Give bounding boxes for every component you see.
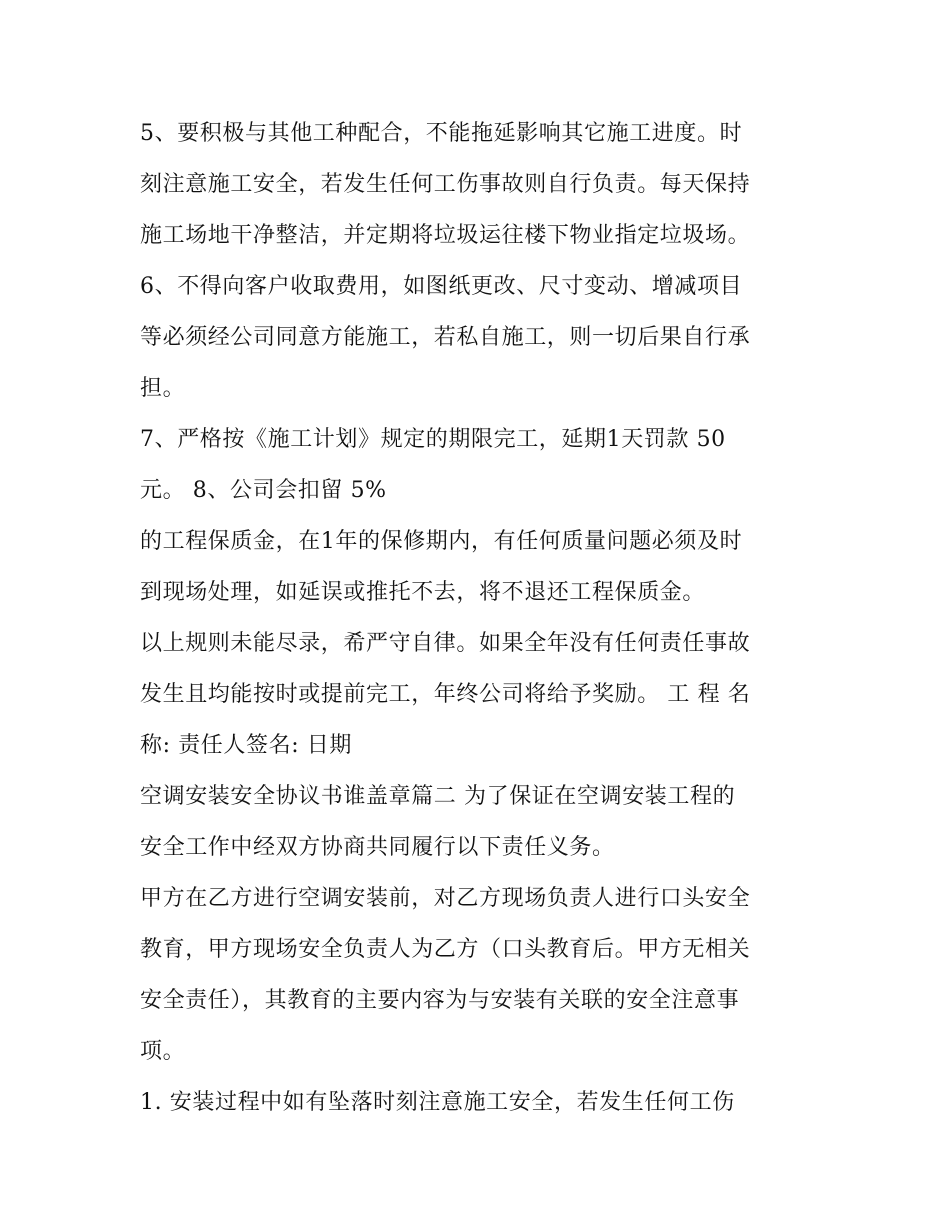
text-line: 元。 8、公司会扣留 5% xyxy=(140,478,387,503)
text-line: 6、不得向客户收取费用，如图纸更改、尺寸变动、增减项目 xyxy=(140,274,743,299)
text-line: 称: 责任人签名: 日期 xyxy=(140,733,353,758)
text-line: 担。 xyxy=(140,376,186,401)
text-line: 教育，甲方现场安全负责人为乙方（口头教育后。甲方无相关 xyxy=(140,937,751,962)
text-line: 施工场地干净整洁，并定期将垃圾运往楼下物业指定垃圾场。 xyxy=(140,223,751,248)
text-line: 安全责任），其教育的主要内容为与安装有关联的安全注意事 xyxy=(140,988,740,1013)
text-line: 项。 xyxy=(140,1039,186,1064)
text-line: 到现场处理，如延误或推托不去，将不退还工程保质金。 xyxy=(140,580,706,605)
text-line: 甲方在乙方进行空调安装前，对乙方现场负责人进行口头安全 xyxy=(140,886,751,911)
text-line: 安全工作中经双方协商共同履行以下责任义务。 xyxy=(140,835,615,860)
text-line: 7、严格按《施工计划》规定的期限完工，延期1天罚款 50 xyxy=(140,427,726,452)
text-line: 5、要积极与其他工种配合，不能拖延影响其它施工进度。时 xyxy=(140,121,743,146)
text-line: 等必须经公司同意方能施工，若私自施工，则一切后果自行承 xyxy=(140,325,751,350)
text-line: 发生且均能按时或提前完工，年终公司将给予奖励。 工 程 名 xyxy=(140,682,751,707)
text-line: 以上规则未能尽录，希严守自律。如果全年没有任何责任事故 xyxy=(140,631,751,656)
text-line: 空调安装安全协议书谁盖章篇二 为了保证在空调安装工程的 xyxy=(140,784,736,809)
document-body xyxy=(140,108,820,1128)
text-line: 刻注意施工安全，若发生任何工伤事故则自行负责。每天保持 xyxy=(140,172,751,197)
text-line: 的工程保质金，在1年的保修期内，有任何质量问题必须及时 xyxy=(140,529,743,554)
text-line: 1. 安装过程中如有坠落时刻注意施工安全，若发生任何工伤 xyxy=(140,1090,735,1115)
